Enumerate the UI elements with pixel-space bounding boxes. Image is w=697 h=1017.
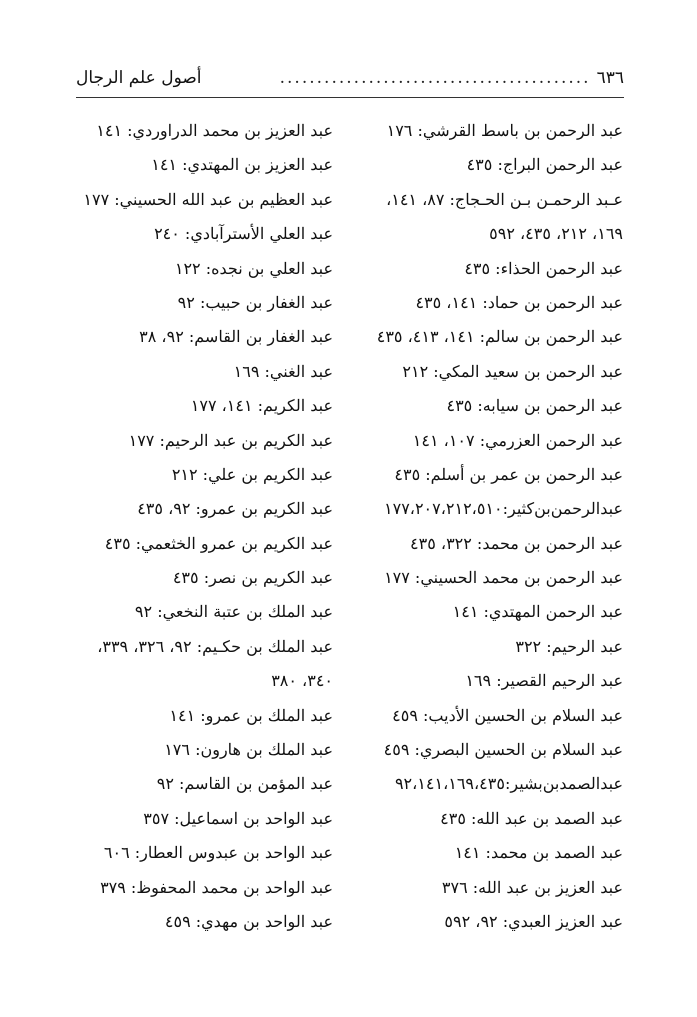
index-column-right (355, 114, 623, 939)
index-entry: عبد المؤمن بن القاسم: ٩٢ (156, 774, 333, 794)
index-entry: عبد العلي بن نجده: ١٢٢ (174, 258, 333, 278)
index-entry: عبد الكريم: ١٤١، ١٧٧ (190, 396, 333, 416)
index-entry: عبد الملك بن هارون: ١٧٦ (164, 740, 333, 760)
index-entry: عبد الملك بن حكـيم: ٩٢، ٣٢٦، ٣٣٩، (97, 636, 333, 656)
index-entry: عبد السلام بن الحسين البصري: ٤٥٩ (383, 740, 623, 760)
index-entry: عبد العظيم بن عبد الله الحسيني: ١٧٧ (83, 189, 333, 209)
index-entry: عبد الرحمن بن عمر بن أسلم: ٤٣٥ (394, 464, 623, 484)
index-entry: عبدالصمدبن‌بشير:٩٢،١٤١،١٦٩،٤٣٥ (394, 774, 623, 794)
header-rule (76, 97, 624, 98)
index-entry: عبد العزيز بن المهتدي: ١٤١ (151, 155, 333, 175)
index-entry: عبد الرحمن بن محمد الحسيني: ١٧٧ (384, 568, 623, 588)
index-entry: عبد الرحمن الحذاء: ٤٣٥ (464, 258, 623, 278)
index-entry: عبد الواحد بن اسماعيل: ٣٥٧ (143, 808, 333, 828)
index-entry: عبد الغني: ١٦٩ (233, 361, 333, 381)
index-entry: عبد الملك بن عتبة النخعي: ٩٢ (134, 602, 333, 622)
index-entry: عبد العلي الأسترآبادي: ٢٤٠ (154, 224, 333, 244)
index-column-left (43, 114, 333, 939)
index-entry: عبد الرحيم: ٣٢٢ (515, 636, 623, 656)
index-entry: عبد الكريم بن عمرو: ٩٢، ٤٣٥ (137, 499, 333, 519)
index-entry: عبد الرحمن بن سالم: ١٤١، ٤١٣، ٤٣٥ (376, 327, 623, 347)
index-entry: عبد الكريم بن نصر: ٤٣٥ (172, 568, 333, 588)
index-entry: عبد العزيز بن محمد الدراوردي: ١٤١ (96, 121, 333, 140)
running-title: أصول علم الرجال (76, 68, 202, 88)
index-entry: عبد الصمد بن عبد الله: ٤٣٥ (440, 808, 623, 828)
index-entry: عبد الغفار بن حبيب: ٩٢ (177, 292, 333, 312)
index-entry: عبد الرحمن العزرمي: ١٠٧، ١٤١ (412, 430, 623, 450)
index-entry: عبد الرحمن بن سعيد المكي: ٢١٢ (402, 361, 623, 381)
index-entry: عبد الصمد بن محمد: ١٤١ (454, 843, 623, 863)
index-entry: عبد الرحيم القصير: ١٦٩ (465, 671, 623, 691)
index-entry: عبد الرحمن البراج: ٤٣٥ (466, 155, 623, 175)
index-entry: عبد العزيز بن عبد الله: ٣٧٦ (441, 877, 623, 897)
index-entry-continuation: ٣٤٠، ٣٨٠ (271, 671, 333, 691)
index-entry: عبد الواحد بن عبدوس العطار: ٦٠٦ (103, 843, 333, 863)
index-entry: عبد الرحمن بن سيابه: ٤٣٥ (446, 396, 623, 416)
index-entry: عبد الكريم بن عبد الرحيم: ١٧٧ (128, 430, 333, 450)
page-header (76, 62, 624, 94)
index-entry: عبد الملك بن عمرو: ١٤١ (169, 705, 333, 725)
leader-dots: .......................................... (279, 68, 591, 88)
index-entry: عبد الواحد بن محمد المحفوظ: ٣٧٩ (100, 877, 333, 897)
index-entry: عبدالرحمن‌بن‌كثير:١٧٧،٢٠٧،٢١٢،٥١٠ (384, 499, 623, 519)
page-number: ٦٣٦ (596, 68, 624, 88)
index-entry: عبد الرحمن المهتدي: ١٤١ (452, 602, 623, 622)
index-entry: عـبد الرحمـن بـن الحـجاج: ٨٧، ١٤١، (386, 189, 623, 209)
index-entry: عبد الرحمن بن باسط القرشي: ١٧٦ (386, 121, 623, 140)
index-entry: عبد الرحمن بن محمد: ٣٢٢، ٤٣٥ (410, 533, 623, 553)
index-entry: عبد العزيز العبدي: ٩٢، ٥٩٢ (444, 911, 623, 931)
index-entry: عبد السلام بن الحسين الأديب: ٤٥٩ (392, 705, 623, 725)
index-entry: عبد الكريم بن علي: ٢١٢ (171, 464, 333, 484)
index-entry: عبد الرحمن بن حماد: ١٤١، ٤٣٥ (415, 292, 623, 312)
index-entry: عبد الواحد بن مهدي: ٤٥٩ (164, 911, 333, 931)
index-entry: عبد الكريم بن عمرو الخثعمي: ٤٣٥ (104, 533, 333, 553)
index-entry: عبد الغفار بن القاسم: ٩٢، ٣٨ (139, 327, 333, 347)
index-entry-continuation: ١٦٩، ٢١٢، ٤٣٥، ٥٩٢ (489, 224, 623, 244)
